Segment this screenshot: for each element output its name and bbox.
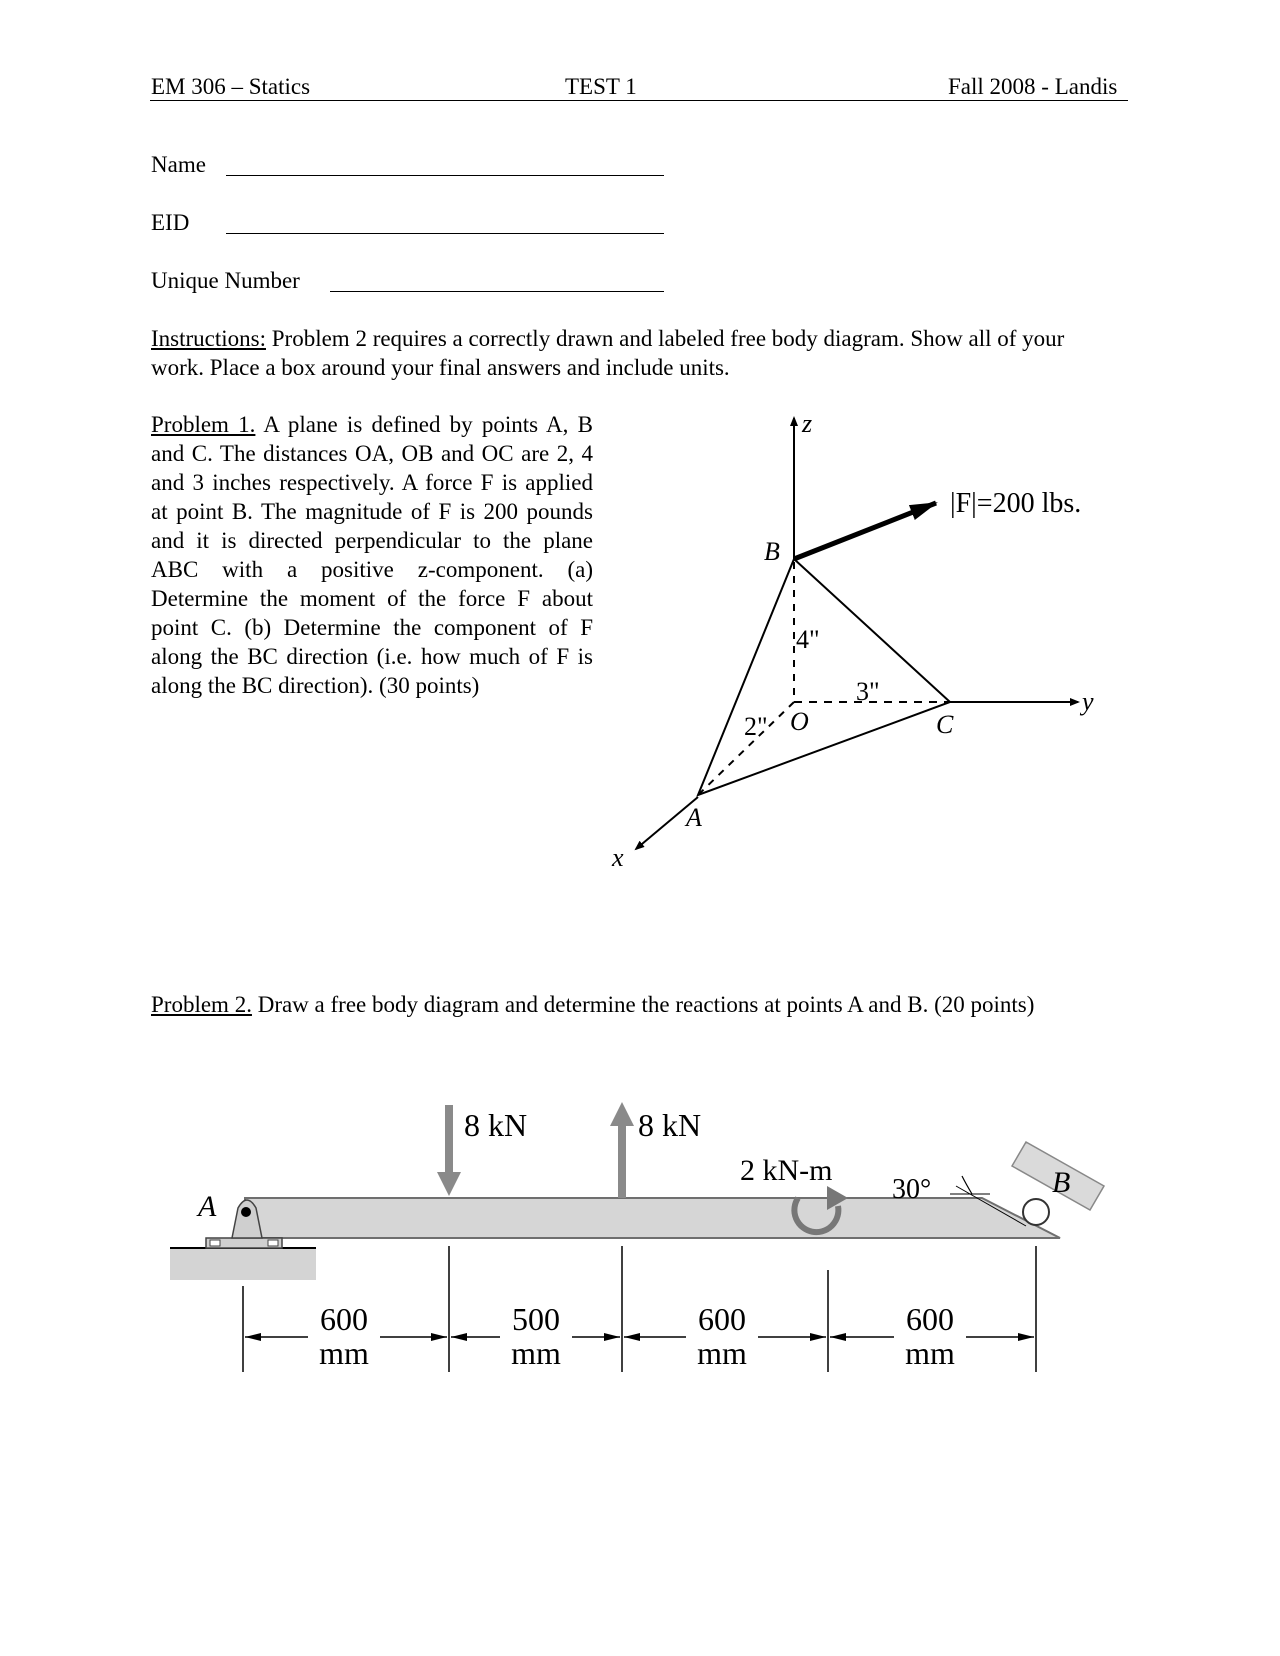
problem1-statement (151, 410, 593, 700)
problem1-figure (560, 400, 1120, 880)
dim3-value: 600 (698, 1301, 746, 1337)
instructions-label: Instructions: (151, 326, 266, 351)
z-label: z (802, 409, 813, 438)
point-b-label: B (1052, 1166, 1071, 1199)
angle-label: 30° (892, 1174, 932, 1205)
problem2-label: Problem 2. (151, 992, 252, 1017)
name-label: Name (151, 152, 206, 177)
load-arrow-down (437, 1105, 461, 1196)
force-label: |F|=200 lbs. (950, 488, 1082, 519)
problem2-figure (160, 1080, 1120, 1380)
y-label: y (1082, 687, 1094, 716)
term-title: Fall 2008 - Landis (948, 74, 1118, 99)
unique-number-field[interactable] (330, 291, 664, 292)
point-o-label: O (790, 707, 809, 736)
problem1-text: A plane is defined by points A, B and C. The distances OA, OB and OC are 2, 4 and 3 inches respectively. A force F is applied at point B. The magnitude of F is 200 pounds and it is directed perpendicular to the plane ABC with a positive z-component. (a) Determine the moment of the force F about point C. (b) Determine the component of F along the BC direction (i.e. how much of F is along the BC direction). (30 points) (151, 412, 593, 698)
dim4-value: 600 (906, 1301, 954, 1337)
name-field[interactable] (226, 175, 664, 176)
eid-field[interactable] (226, 233, 664, 234)
force-arrow (794, 503, 936, 559)
dim2-unit: mm (511, 1335, 561, 1371)
dim-oc: 3" (856, 677, 880, 706)
x-label: x (612, 843, 624, 872)
dim-oa: 2" (744, 712, 768, 741)
load1-label: 8 kN (464, 1107, 528, 1143)
problem2-text: Draw a free body diagram and determine the reactions at points A and B. (20 points) (251, 992, 1035, 1017)
test-title: TEST 1 (565, 74, 637, 99)
point-a-label: A (686, 803, 702, 832)
dim2-value: 500 (512, 1301, 560, 1337)
point-c-label: C (936, 710, 954, 739)
problem2-statement (151, 990, 1051, 1019)
dim1-value: 600 (320, 1301, 368, 1337)
moment-label: 2 kN-m (740, 1154, 833, 1187)
header-rule (150, 100, 1128, 101)
course-title: EM 306 – Statics (151, 74, 311, 99)
dim-ob: 4" (796, 625, 820, 654)
plane-abc (698, 559, 950, 795)
instructions-text: Problem 2 requires a correctly drawn and labeled free body diagram. Show all of your work. Place a box around your final answers and include units. (151, 326, 1065, 380)
dim1-unit: mm (319, 1335, 369, 1371)
instructions (151, 324, 1111, 382)
problem1-label: Problem 1. (151, 412, 256, 437)
angle-arc (962, 1176, 972, 1194)
eid-label: EID (151, 210, 190, 235)
point-b-label: B (764, 537, 780, 566)
ground-block (170, 1248, 316, 1280)
beam (245, 1198, 1060, 1238)
dim4-unit: mm (905, 1335, 955, 1371)
point-a-label: A (198, 1190, 217, 1223)
unique-number-label: Unique Number (151, 268, 300, 293)
load2-label: 8 kN (638, 1107, 702, 1143)
load-arrow-up (610, 1102, 634, 1198)
dim3-unit: mm (697, 1335, 747, 1371)
